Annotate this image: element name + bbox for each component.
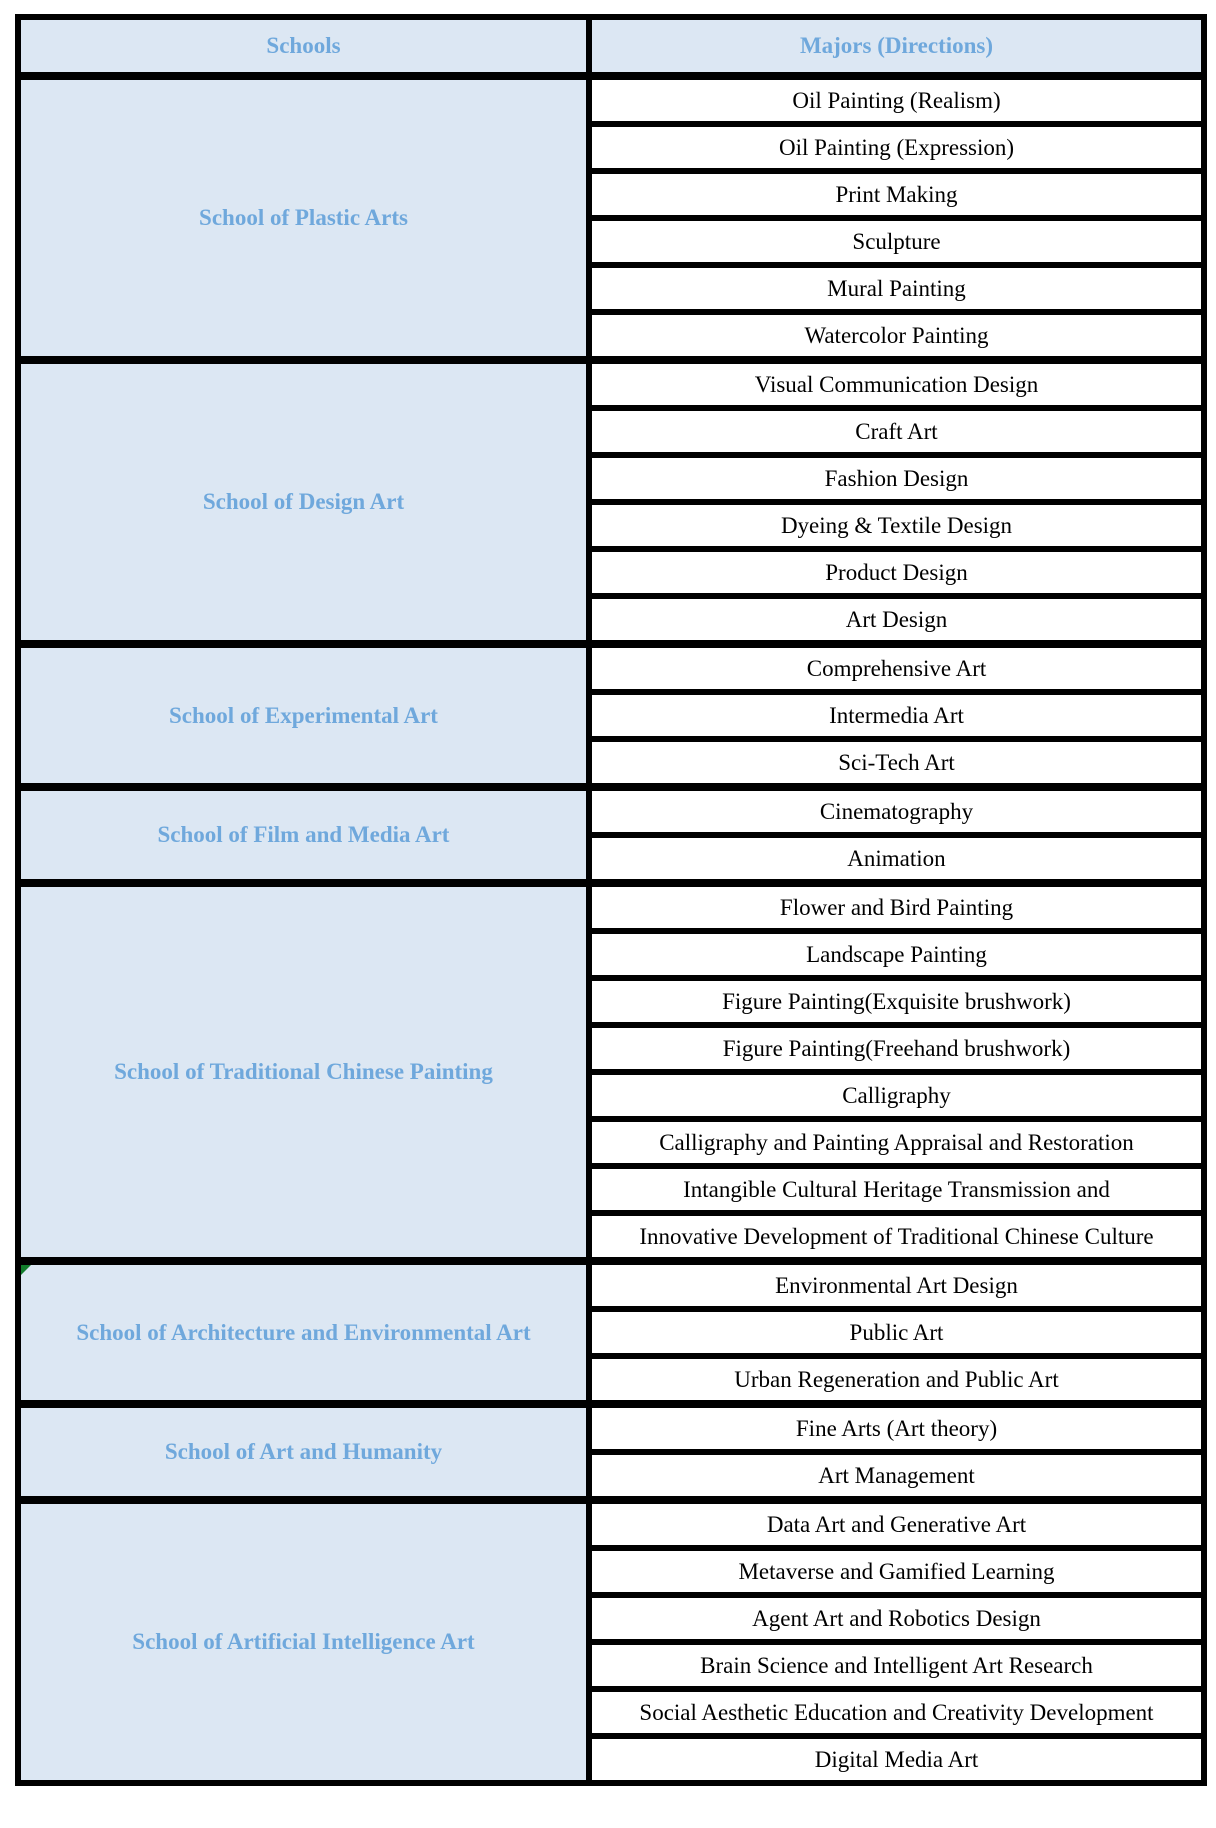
table-row <box>18 787 1204 835</box>
cell-corner-marker-icon <box>21 1265 31 1275</box>
school-name: School of Experimental Art <box>169 702 438 728</box>
major-cell: Product Design <box>589 549 1204 596</box>
school-cell <box>18 883 589 1261</box>
major-cell: Calligraphy <box>589 1072 1204 1119</box>
major-cell: Craft Art <box>589 408 1204 455</box>
major-cell: Art Design <box>589 596 1204 644</box>
major-cell: Brain Science and Intelligent Art Research <box>589 1642 1204 1689</box>
column-header-majors: Majors (Directions) <box>589 17 1204 76</box>
major-cell: Intermedia Art <box>589 692 1204 739</box>
major-cell: Sculpture <box>589 218 1204 265</box>
school-cell <box>18 787 589 883</box>
major-cell: Metaverse and Gamified Learning <box>589 1548 1204 1595</box>
major-cell: Flower and Bird Painting <box>589 883 1204 931</box>
major-cell: Comprehensive Art <box>589 644 1204 692</box>
table-row <box>18 1261 1204 1309</box>
major-cell: Visual Communication Design <box>589 360 1204 408</box>
table-body <box>18 76 1204 1783</box>
major-cell: Figure Painting(Freehand brushwork) <box>589 1025 1204 1072</box>
school-name: School of Art and Humanity <box>164 1439 443 1465</box>
school-name: School of Plastic Arts <box>199 205 408 231</box>
major-cell: Oil Painting (Realism) <box>589 76 1204 124</box>
major-cell: Figure Painting(Exquisite brushwork) <box>589 978 1204 1025</box>
major-cell: Print Making <box>589 171 1204 218</box>
major-cell: Landscape Painting <box>589 931 1204 978</box>
major-cell: Oil Painting (Expression) <box>589 124 1204 171</box>
major-cell: Dyeing & Textile Design <box>589 502 1204 549</box>
major-cell: Intangible Cultural Heritage Transmission and <box>589 1166 1204 1213</box>
major-cell: Data Art and Generative Art <box>589 1500 1204 1548</box>
document-page <box>15 14 1207 1786</box>
major-cell: Mural Painting <box>589 265 1204 312</box>
major-cell: Public Art <box>589 1309 1204 1356</box>
table-row <box>18 644 1204 692</box>
table-row <box>18 1500 1204 1548</box>
major-cell: Animation <box>589 835 1204 883</box>
school-cell <box>18 76 589 360</box>
major-cell: Environmental Art Design <box>589 1261 1204 1309</box>
school-cell <box>18 644 589 787</box>
header-row <box>18 17 1204 76</box>
table-row <box>18 360 1204 408</box>
major-cell: Fine Arts (Art theory) <box>589 1404 1204 1452</box>
school-cell <box>18 1404 589 1500</box>
major-cell: Cinematography <box>589 787 1204 835</box>
column-header-schools: Schools <box>18 17 589 76</box>
school-cell <box>18 1500 589 1783</box>
school-name: School of Design Art <box>202 489 405 515</box>
school-name: School of Artificial Intelligence Art <box>132 1629 475 1655</box>
table-row <box>18 1404 1204 1452</box>
major-cell: Calligraphy and Painting Appraisal and Restoration <box>589 1119 1204 1166</box>
table-row <box>18 76 1204 124</box>
major-cell: Art Management <box>589 1452 1204 1500</box>
schools-majors-table <box>15 14 1207 1786</box>
major-cell: Agent Art and Robotics Design <box>589 1595 1204 1642</box>
major-cell: Watercolor Painting <box>589 312 1204 360</box>
major-cell: Innovative Development of Traditional Chinese Culture <box>589 1213 1204 1261</box>
major-cell: Sci-Tech Art <box>589 739 1204 787</box>
school-name: School of Architecture and Environmental Art <box>76 1319 531 1345</box>
table-row <box>18 883 1204 931</box>
school-cell <box>18 1261 589 1404</box>
major-cell: Fashion Design <box>589 455 1204 502</box>
major-cell: Urban Regeneration and Public Art <box>589 1356 1204 1404</box>
school-name: School of Traditional Chinese Painting <box>114 1059 493 1085</box>
major-cell: Social Aesthetic Education and Creativity Development <box>589 1689 1204 1736</box>
school-name: School of Film and Media Art <box>157 822 450 848</box>
table-header <box>18 17 1204 76</box>
school-cell <box>18 360 589 644</box>
major-cell: Digital Media Art <box>589 1736 1204 1783</box>
